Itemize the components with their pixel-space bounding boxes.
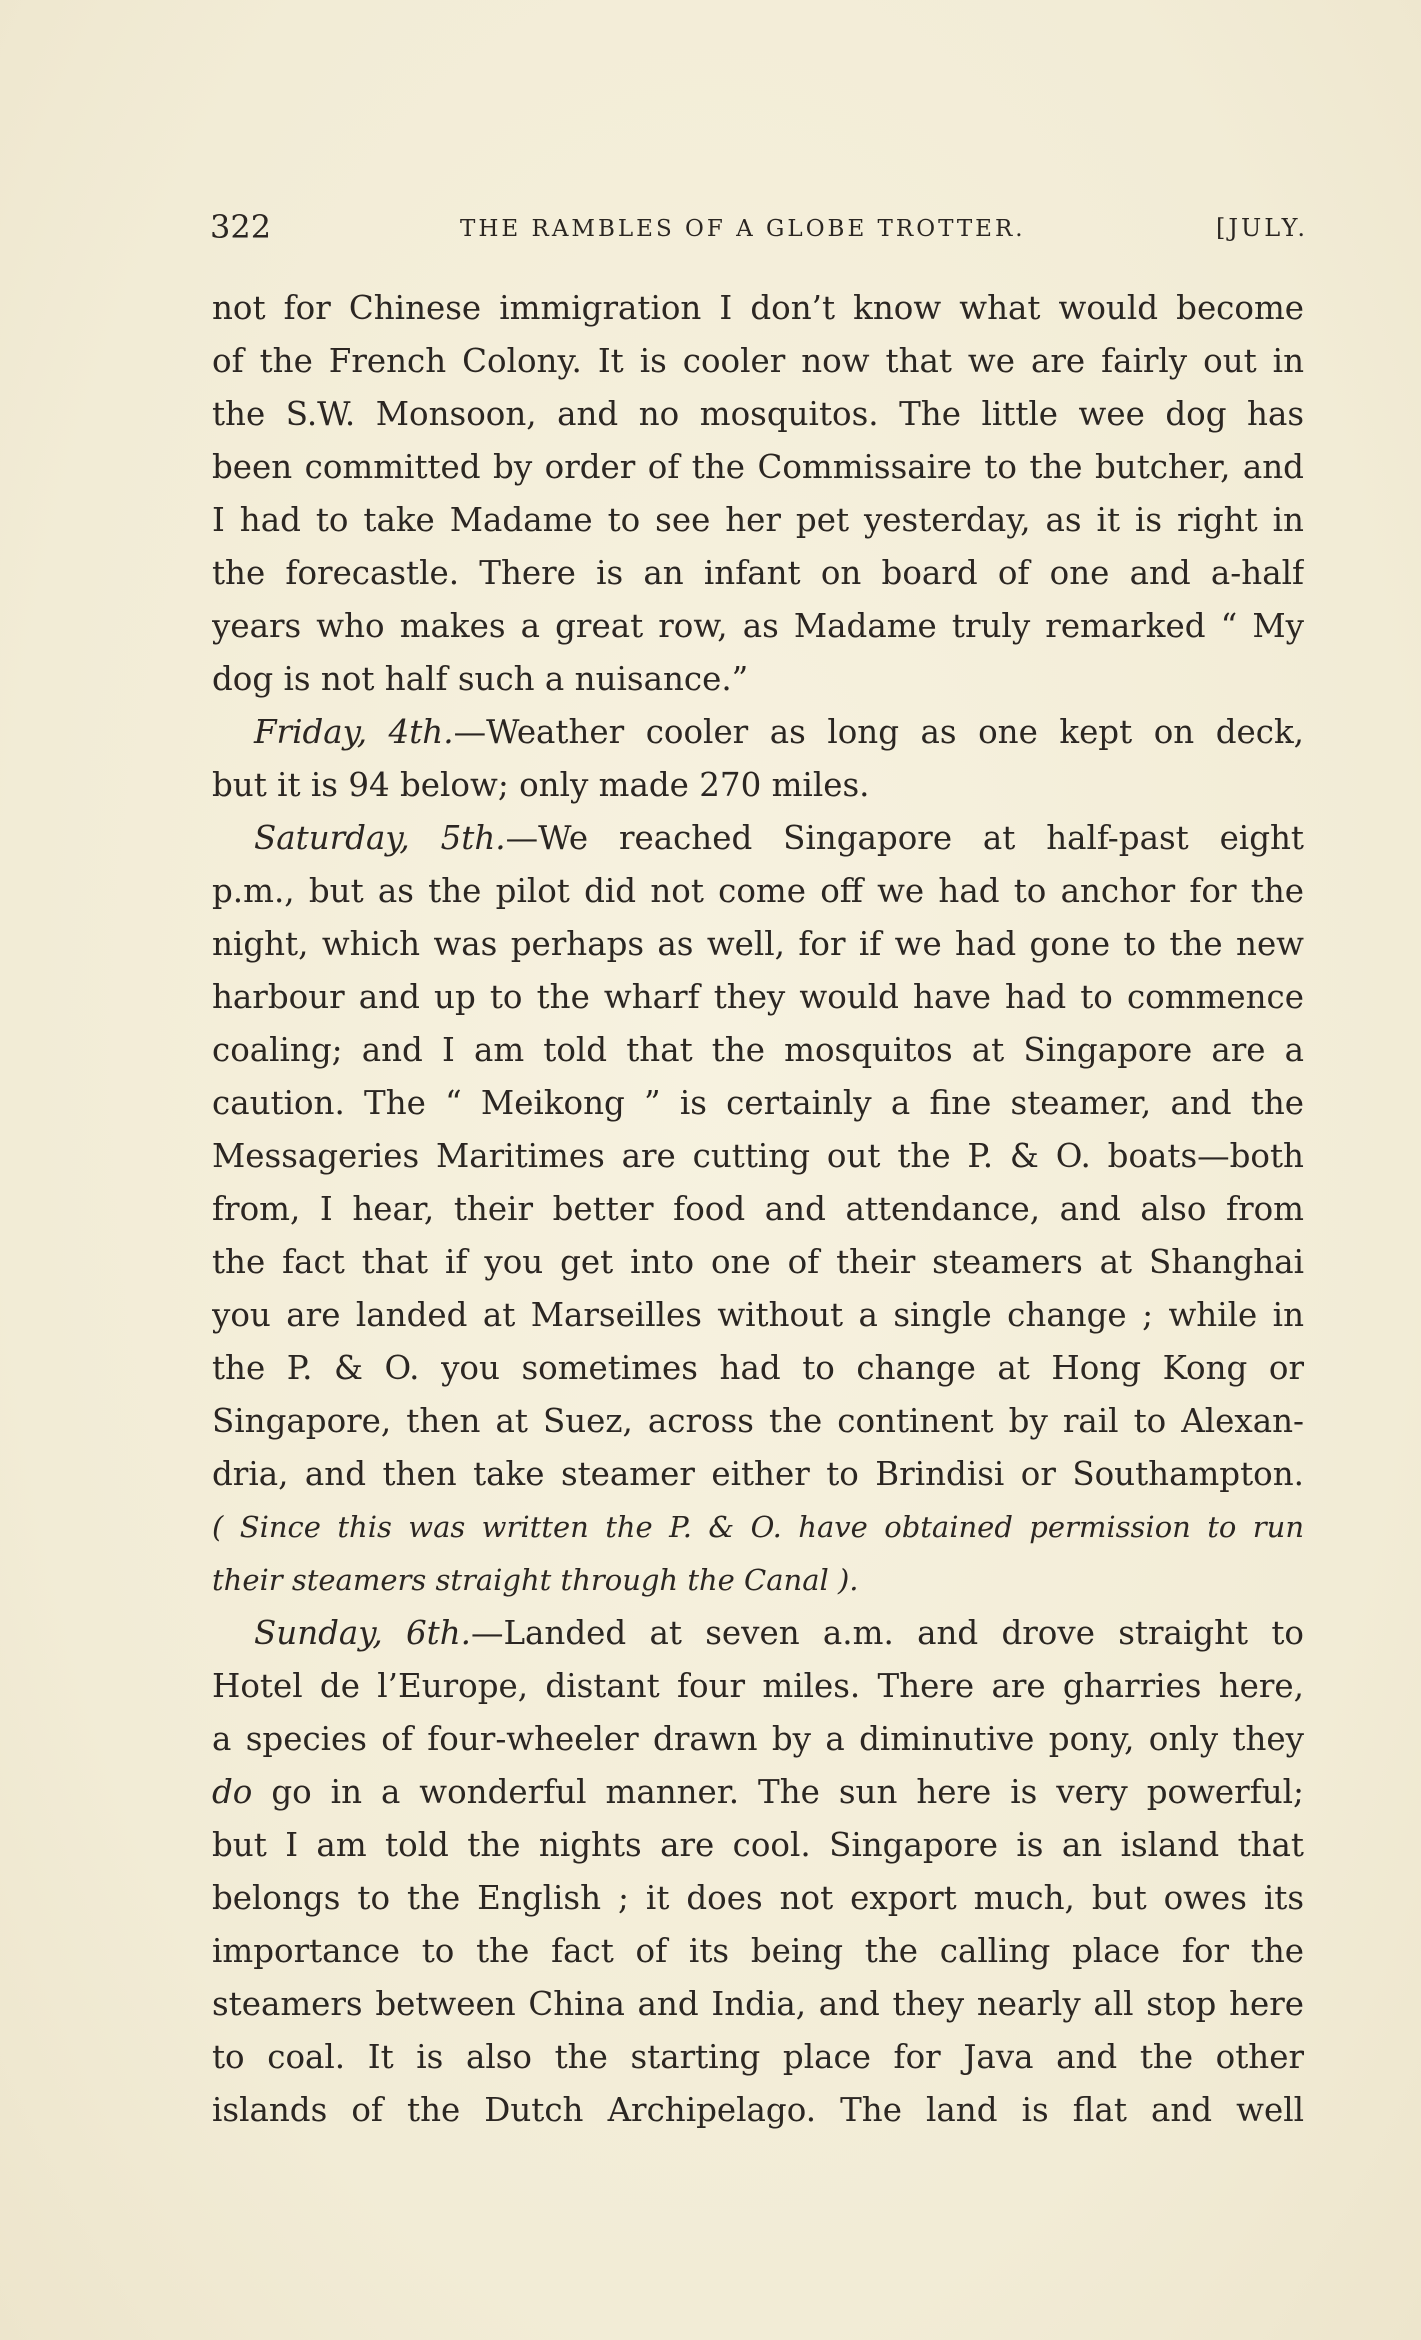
diary-entry-friday bbox=[212, 706, 1304, 759]
text-line-emphasis bbox=[212, 1766, 1304, 1819]
note-line: their steamers straight through the Canal ). bbox=[212, 1563, 859, 1597]
text-line: Singapore, then at Suez, across the continent by rail to Alexan- bbox=[212, 1402, 1304, 1440]
text-line: but I am told the nights are cool. Singapore is an island that bbox=[212, 1826, 1304, 1864]
text-line: islands of the Dutch Archipelago. The land is flat and well bbox=[212, 2091, 1304, 2129]
diary-entry-sunday bbox=[212, 1607, 1304, 1660]
text-line: p.m., but as the pilot did not come off we had to anchor for the bbox=[212, 872, 1304, 910]
text-line: but it is 94 below; only made 270 miles. bbox=[212, 766, 870, 804]
text-line: been committed by order of the Commissaire to the butcher, and bbox=[212, 448, 1304, 486]
line-text: go in a wonderful manner. The sun here is very powerful; bbox=[252, 1773, 1304, 1811]
text-line: of the French Colony. It is cooler now that we are fairly out in bbox=[212, 342, 1304, 380]
entry-date: Sunday, 6th. bbox=[254, 1614, 471, 1652]
text-line: night, which was perhaps as well, for if we had gone to the new bbox=[212, 925, 1304, 963]
text-line: harbour and up to the wharf they would have had to commence bbox=[212, 978, 1304, 1016]
emphasis-word: do bbox=[212, 1773, 253, 1811]
text-line: from, I hear, their better food and attendance, and also from bbox=[212, 1190, 1304, 1228]
text-line: Messageries Maritimes are cutting out the P. & O. boats—both bbox=[212, 1137, 1304, 1175]
text-line: not for Chinese immigration I don’t know what would become bbox=[212, 289, 1304, 327]
text-line: the S.W. Monsoon, and no mosquitos. The little wee dog has bbox=[212, 395, 1304, 433]
text-line: coaling; and I am told that the mosquitos at Singapore are a bbox=[212, 1031, 1304, 1069]
text-line: caution. The “ Meikong ” is certainly a fine steamer, and the bbox=[212, 1084, 1304, 1122]
text-line: steamers between China and India, and they nearly all stop here bbox=[212, 1985, 1304, 2023]
text-line: to coal. It is also the starting place for Java and the other bbox=[212, 2038, 1304, 2076]
entry-text: —Landed at seven a.m. and drove straight to bbox=[470, 1614, 1304, 1652]
body-text bbox=[212, 282, 1304, 2137]
running-header bbox=[210, 208, 1308, 248]
text-line: I had to take Madame to see her pet yesterday, as it is right in bbox=[212, 501, 1304, 539]
text-line: importance to the fact of its being the calling place for the bbox=[212, 1932, 1304, 1970]
text-line: belongs to the English ; it does not export much, but owes its bbox=[212, 1879, 1304, 1917]
entry-date: Saturday, 5th. bbox=[254, 819, 506, 857]
text-line: years who makes a great row, as Madame truly remarked “ My bbox=[212, 607, 1304, 645]
text-line: the fact that if you get into one of their steamers at Shanghai bbox=[212, 1243, 1304, 1281]
text-line: dog is not half such a nuisance.” bbox=[212, 660, 749, 698]
text-line: dria, and then take steamer either to Brindisi or Southampton. bbox=[212, 1455, 1304, 1493]
entry-text: —Weather cooler as long as one kept on deck, bbox=[453, 713, 1304, 751]
entry-text: —We reached Singapore at half-past eight bbox=[505, 819, 1304, 857]
running-month: [JULY. bbox=[1216, 214, 1308, 242]
text-line: the P. & O. you sometimes had to change at Hong Kong or bbox=[212, 1349, 1304, 1387]
text-line: you are landed at Marseilles without a single change ; while in bbox=[212, 1296, 1304, 1334]
diary-entry-saturday bbox=[212, 812, 1304, 865]
text-line: Hotel de l’Europe, distant four miles. There are gharries here, bbox=[212, 1667, 1304, 1705]
text-line: the forecastle. There is an infant on board of one and a-half bbox=[212, 554, 1304, 592]
text-line: a species of four-wheeler drawn by a diminutive pony, only they bbox=[212, 1720, 1304, 1758]
note-line: ( Since this was written the P. & O. have obtained permission to run bbox=[212, 1510, 1304, 1544]
page-number: 322 bbox=[210, 208, 272, 246]
entry-date: Friday, 4th. bbox=[254, 713, 454, 751]
running-title: THE RAMBLES OF A GLOBE TROTTER. bbox=[460, 216, 1026, 242]
